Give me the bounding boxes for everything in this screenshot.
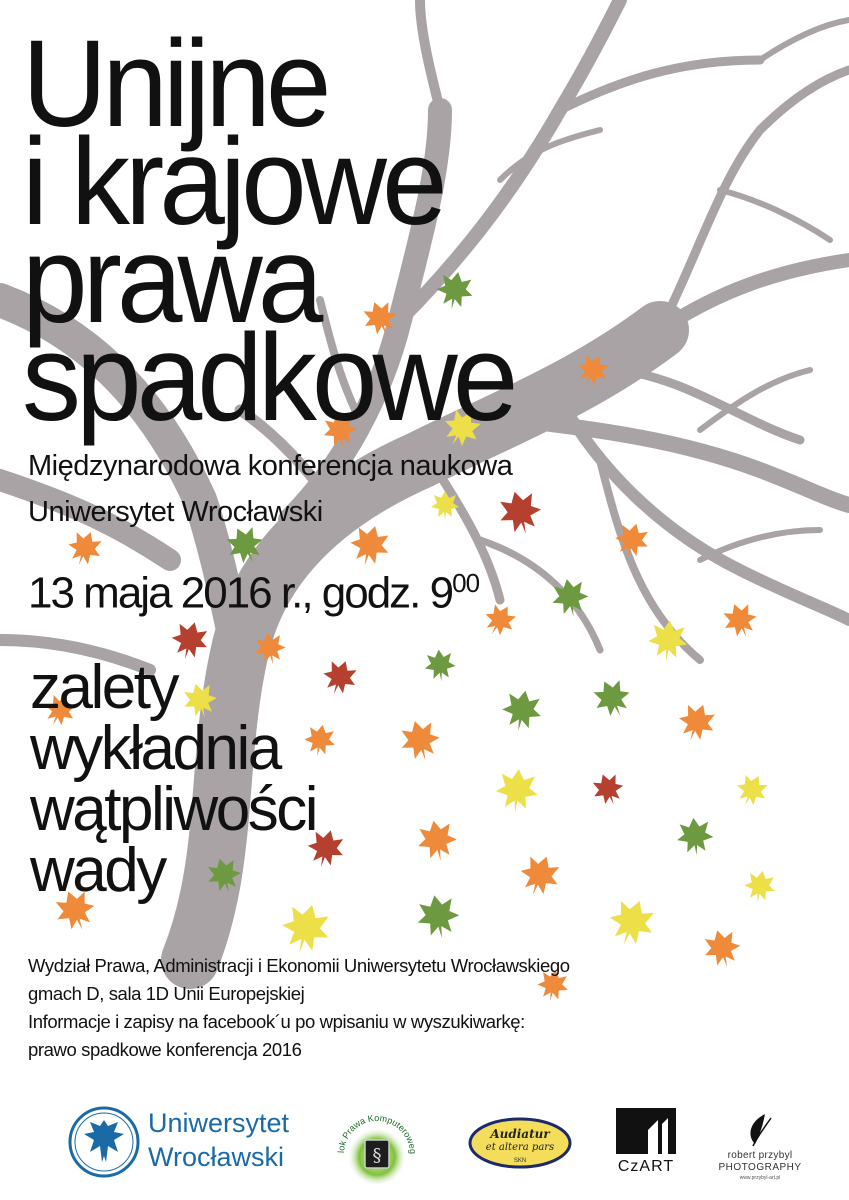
photography-line-3: www.przybyl-art.pl bbox=[739, 1175, 781, 1181]
svg-text:§: § bbox=[372, 1145, 382, 1166]
info-line-1: Wydział Prawa, Administracji i Ekonomii Uniwersytetu Wrocławskiego bbox=[28, 955, 570, 976]
info-line-4: prawo spadkowe konferencja 2016 bbox=[28, 1039, 302, 1060]
bpk-logo bbox=[334, 1104, 420, 1184]
info-line-2: gmach D, sala 1D Unii Europejskiej bbox=[28, 983, 305, 1004]
title-line-3: prawa bbox=[22, 210, 319, 350]
bpk-emblem-icon bbox=[334, 1104, 420, 1184]
uw-logo-line-1: Uniwersytet bbox=[148, 1108, 290, 1138]
audiatur-line-3: SKN bbox=[513, 1158, 527, 1164]
topic-3: wątpliwości bbox=[30, 775, 317, 844]
topic-2: wykładnia bbox=[30, 714, 280, 783]
uw-logo bbox=[68, 1104, 328, 1180]
uw-logo-line-2: Wrocławski bbox=[148, 1142, 285, 1172]
photography-line-1: robert przybyl bbox=[727, 1150, 793, 1161]
conference-subtitle: Międzynarodowa konferencja naukowa bbox=[28, 450, 513, 482]
czart-logo bbox=[614, 1106, 678, 1180]
event-time-minutes: 00 bbox=[452, 568, 480, 598]
photography-feather-icon bbox=[715, 1110, 805, 1148]
info-line-3: Informacje i zapisy na facebook´u po wpisaniu w wyszukiwarkę: bbox=[28, 1011, 525, 1032]
university-subtitle: Uniwersytet Wrocławski bbox=[28, 496, 323, 528]
event-date-text: 13 maja 2016 r., godz. 9 bbox=[28, 568, 453, 618]
photography-line-2: PHOTOGRAPHY bbox=[718, 1162, 802, 1173]
title-line-1: Unijne bbox=[22, 14, 327, 154]
uw-eagle-icon bbox=[68, 1106, 140, 1178]
event-date bbox=[28, 568, 479, 619]
topic-1: zalety bbox=[30, 653, 177, 722]
bpk-logo-text: lok Prawa Komputeroweg bbox=[336, 1112, 419, 1155]
title-line-4: spadkowe bbox=[22, 308, 514, 448]
audiatur-line-1: Audiatur bbox=[490, 1127, 550, 1141]
topic-4: wady bbox=[30, 836, 165, 905]
title-line-2: i krajowe bbox=[22, 112, 443, 252]
czart-mark-icon bbox=[614, 1106, 678, 1156]
audiatur-line-2: et altera pars bbox=[485, 1142, 555, 1153]
audiatur-logo bbox=[468, 1117, 572, 1169]
photography-logo bbox=[715, 1110, 805, 1184]
czart-logo-text: CzART bbox=[617, 1158, 675, 1175]
